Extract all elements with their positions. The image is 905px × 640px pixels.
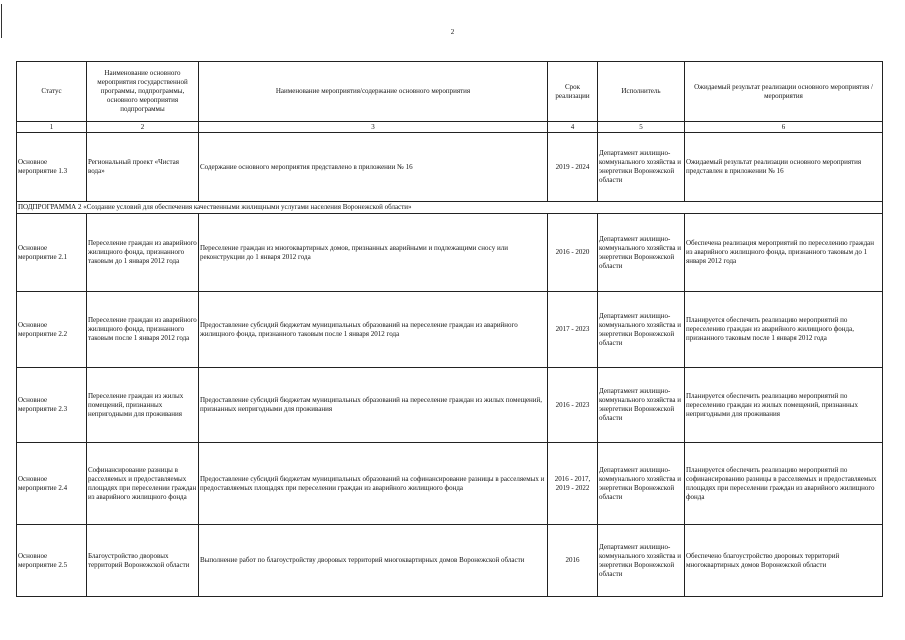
column-numbers-row	[17, 122, 883, 133]
subprogram-row	[17, 202, 883, 214]
header-program-name: Наименование основного мероприятия государственной программы, подпрограммы, основного мероприятия подпрограммы	[87, 62, 199, 122]
cell-executor: Департамент жилищно-коммунального хозяйства и энергетики Воронежской области	[598, 133, 685, 202]
cell-period: 2016 - 2020	[548, 214, 598, 292]
header-measure-content: Наименование мероприятия/содержание основного мероприятия	[199, 62, 548, 122]
cell-result: Планируется обеспечить реализацию мероприятий по софинансированию разницы в расселяемых и предоставляемых площадях при переселении граждан из аварийного жилищного фонда	[685, 443, 883, 525]
header-status: Статус	[17, 62, 87, 122]
cell-period: 2019 - 2024	[548, 133, 598, 202]
cell-status: Основное мероприятие 2.2	[17, 292, 87, 368]
header-executor: Исполнитель	[598, 62, 685, 122]
measures-table	[16, 61, 883, 597]
table-header-row	[17, 62, 883, 122]
cell-executor: Департамент жилищно-коммунального хозяйства и энергетики Воронежской области	[598, 525, 685, 597]
column-number: 1	[17, 122, 87, 133]
table-row	[17, 214, 883, 292]
cell-status: Основное мероприятие 2.4	[17, 443, 87, 525]
table-row	[17, 133, 883, 202]
cell-result: Ожидаемый результат реализации основного мероприятия представлен в приложении № 16	[685, 133, 883, 202]
cell-period: 2016	[548, 525, 598, 597]
cell-name: Софинансирование разницы в расселяемых и предоставляемых площадях при переселении граждан из аварийного жилищного фонда	[87, 443, 199, 525]
cell-result: Обеспечено благоустройство дворовых территорий многоквартирных домов Воронежской области	[685, 525, 883, 597]
table-row	[17, 525, 883, 597]
cell-period: 2016 - 2017, 2019 - 2022	[548, 443, 598, 525]
cell-result: Обеспечена реализация мероприятий по переселению граждан из аварийного жилищного фонда, признанного таковым до 1 января 2012 года	[685, 214, 883, 292]
column-number: 5	[598, 122, 685, 133]
cell-result: Планируется обеспечить реализацию мероприятий по переселению граждан из аварийного жилищного фонда, признанного таковым после 1 января 2012 года	[685, 292, 883, 368]
cell-name: Переселение граждан из аварийного жилищного фонда, признанного таковым после 1 января 2012 года	[87, 292, 199, 368]
column-number: 4	[548, 122, 598, 133]
cell-name: Переселение граждан из жилых помещений, признанных непригодными для проживания	[87, 368, 199, 443]
cell-status: Основное мероприятие 2.5	[17, 525, 87, 597]
header-expected-result: Ожидаемый результат реализации основного мероприятия /мероприятия	[685, 62, 883, 122]
cell-content: Предоставление субсидий бюджетам муниципальных образований на софинансирование разницы в расселяемых и предоставляемых площадях при переселении граждан из аварийного жилищного фонда	[199, 443, 548, 525]
column-number: 6	[685, 122, 883, 133]
cell-name: Региональный проект «Чистая вода»	[87, 133, 199, 202]
page-number: 2	[450, 28, 455, 36]
column-number: 2	[87, 122, 199, 133]
table-row	[17, 368, 883, 443]
subprogram-title: ПОДПРОГРАММА 2 «Создание условий для обеспечения качественными жилищными услугами населения Воронежской области»	[17, 202, 883, 214]
cell-status: Основное мероприятие 1.3	[17, 133, 87, 202]
cell-period: 2017 - 2023	[548, 292, 598, 368]
cell-name: Переселение граждан из аварийного жилищного фонда, признанного таковым до 1 января 2012 года	[87, 214, 199, 292]
cell-period: 2016 - 2023	[548, 368, 598, 443]
cell-content: Переселение граждан из многоквартирных домов, признанных аварийными и подлежащими сносу или реконструкции до 1 января 2012 года	[199, 214, 548, 292]
cell-executor: Департамент жилищно-коммунального хозяйства и энергетики Воронежской области	[598, 443, 685, 525]
cell-executor: Департамент жилищно-коммунального хозяйства и энергетики Воронежской области	[598, 292, 685, 368]
table-row	[17, 292, 883, 368]
table-row	[17, 443, 883, 525]
cell-status: Основное мероприятие 2.1	[17, 214, 87, 292]
cell-executor: Департамент жилищно-коммунального хозяйства и энергетики Воронежской области	[598, 368, 685, 443]
cell-name: Благоустройство дворовых территорий Воронежской области	[87, 525, 199, 597]
cell-executor: Департамент жилищно-коммунального хозяйства и энергетики Воронежской области	[598, 214, 685, 292]
cell-content: Содержание основного мероприятия представлено в приложении № 16	[199, 133, 548, 202]
header-period: Срок реализации	[548, 62, 598, 122]
cell-content: Предоставление субсидий бюджетам муниципальных образований на переселение граждан из жилых помещений, признанных непригодными для проживания	[199, 368, 548, 443]
cell-content: Выполнение работ по благоустройству дворовых территорий многоквартирных домов Воронежской области	[199, 525, 548, 597]
cell-status: Основное мероприятие 2.3	[17, 368, 87, 443]
column-number: 3	[199, 122, 548, 133]
cell-content: Предоставление субсидий бюджетам муниципальных образований на переселение граждан из аварийного жилищного фонда, признанного таковым после 1 января 2012 года	[199, 292, 548, 368]
cell-result: Планируется обеспечить реализацию мероприятий по переселению граждан из жилых помещений, признанных непригодными для проживания	[685, 368, 883, 443]
